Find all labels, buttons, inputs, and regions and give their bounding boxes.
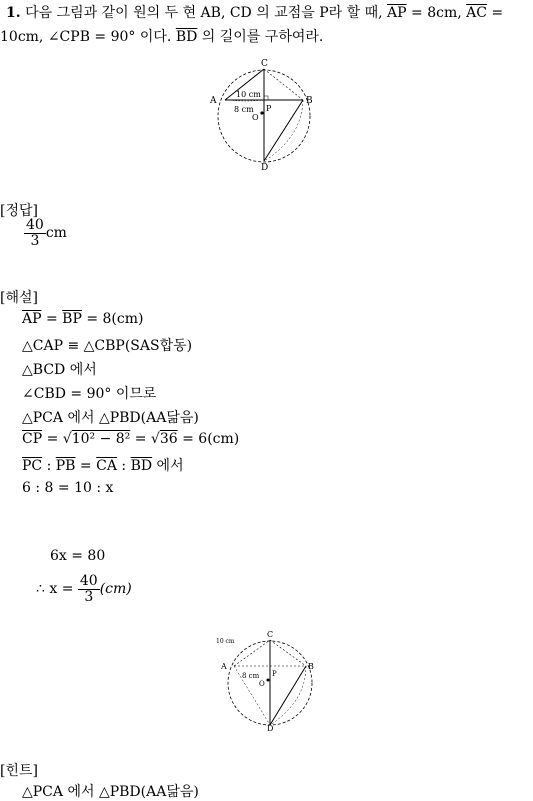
solution-line-10 (36, 574, 132, 604)
colon: : (42, 458, 56, 474)
problem-text: 다음 그림과 같이 원의 두 현 AB, CD 의 교점을 P라 할 때, (25, 5, 388, 21)
label-p: P (272, 670, 277, 678)
problem-text-3: 의 길이를 구하여라. (197, 29, 324, 45)
answer-value (24, 218, 67, 248)
solution-line-5: △PCA 에서 △PBD(AA닮음) (22, 410, 199, 426)
seg-pc: $\overline{PC}$ (22, 458, 43, 474)
circle-figure (206, 56, 324, 172)
eq: = (41, 311, 63, 327)
right-angle-mark (264, 96, 268, 100)
label-o: O (259, 680, 265, 688)
answer-denominator: 3 (30, 232, 40, 249)
hint-text: △PCA 에서 △PBD(AA닮음) (22, 784, 199, 800)
result-numerator: 40 (79, 573, 98, 589)
label-ap-length: 8 cm (234, 105, 254, 114)
eq-ac: = (486, 5, 504, 21)
answer-unit: cm (45, 225, 67, 242)
seg-ap: $\overline{AP}$ (22, 311, 42, 327)
result-fraction (78, 574, 100, 604)
answer-header: [정답] (0, 203, 38, 219)
eq: = (42, 431, 63, 447)
solution-line-9: 6x = 80 (50, 548, 106, 564)
center-dot (267, 679, 270, 682)
segment-cb-line (270, 640, 306, 666)
problem-line-1 (6, 2, 503, 22)
seg-bp: $\overline{BP}$ (62, 311, 82, 327)
sqrt-arg-2: 36 (159, 431, 178, 447)
center-dot (260, 111, 263, 114)
tail: 에서 (152, 458, 184, 474)
sqrt-arg-1: 10² − 8² (71, 431, 131, 447)
result-unit: (cm) (99, 581, 132, 598)
segment-ap: $\overline{AP}$ (387, 5, 407, 21)
label-d: D (261, 163, 269, 172)
solution-header: [해설] (0, 290, 38, 306)
segment-ac-line (234, 640, 270, 666)
answer-numerator: 40 (26, 217, 44, 233)
problem-number: 1. (6, 5, 21, 21)
value: = 6(cm) (177, 431, 240, 447)
segment-ac: $\overline{AC}$ (466, 5, 487, 21)
answer-fraction (24, 218, 46, 248)
label-a: A (210, 96, 217, 106)
segment-cb-line (264, 69, 303, 100)
seg-cp: $\overline{CP}$ (22, 431, 43, 447)
solution-line-4: ∠CBD = 90° 이므로 (22, 386, 157, 402)
eq: = (75, 458, 97, 474)
label-c: C (261, 59, 268, 69)
label-a: A (221, 662, 227, 671)
segment-bd: $\overline{BD}$ (175, 29, 198, 45)
solution-line-3: △BCD 에서 (22, 362, 97, 378)
colon2: : (116, 458, 131, 474)
solution-line-7 (22, 455, 184, 475)
label-c: C (267, 630, 274, 639)
eq-ap: = 8cm, (406, 5, 467, 21)
seg-pb: $\overline{PB}$ (55, 458, 76, 474)
seg-ca: $\overline{CA}$ (96, 458, 117, 474)
solution-line-2: △CAP ≡ △CBP(SAS합동) (22, 338, 193, 354)
label-d: D (267, 724, 274, 732)
solution-line-6: $\overline{CP} = √10^2 - 8^2 = √36 = 6(cm)$ (22, 431, 240, 447)
label-ac-length: 10 cm (236, 90, 261, 99)
label-ac-length: 10 cm (216, 638, 235, 645)
hint-header: [힌트] (0, 763, 38, 779)
problem-line-2 (0, 26, 323, 46)
circle-figure-2 (214, 628, 320, 732)
therefore: ∴ x = (36, 581, 78, 598)
label-ap-length: 8 cm (242, 672, 260, 680)
seg-bd: $\overline{BD}$ (130, 458, 153, 474)
label-p: P (266, 104, 272, 113)
value: = 8(cm) (81, 311, 144, 327)
problem-text-2: 10cm, ∠CPB = 90° 이다. (0, 29, 176, 45)
label-o: O (252, 113, 259, 122)
label-b: B (308, 662, 314, 671)
result-denominator: 3 (84, 588, 94, 605)
solution-line-8: 6 : 8 = 10 : x (22, 480, 114, 496)
label-b: B (306, 96, 313, 106)
eq2: = (130, 431, 151, 447)
solution-line-1 (22, 311, 143, 327)
